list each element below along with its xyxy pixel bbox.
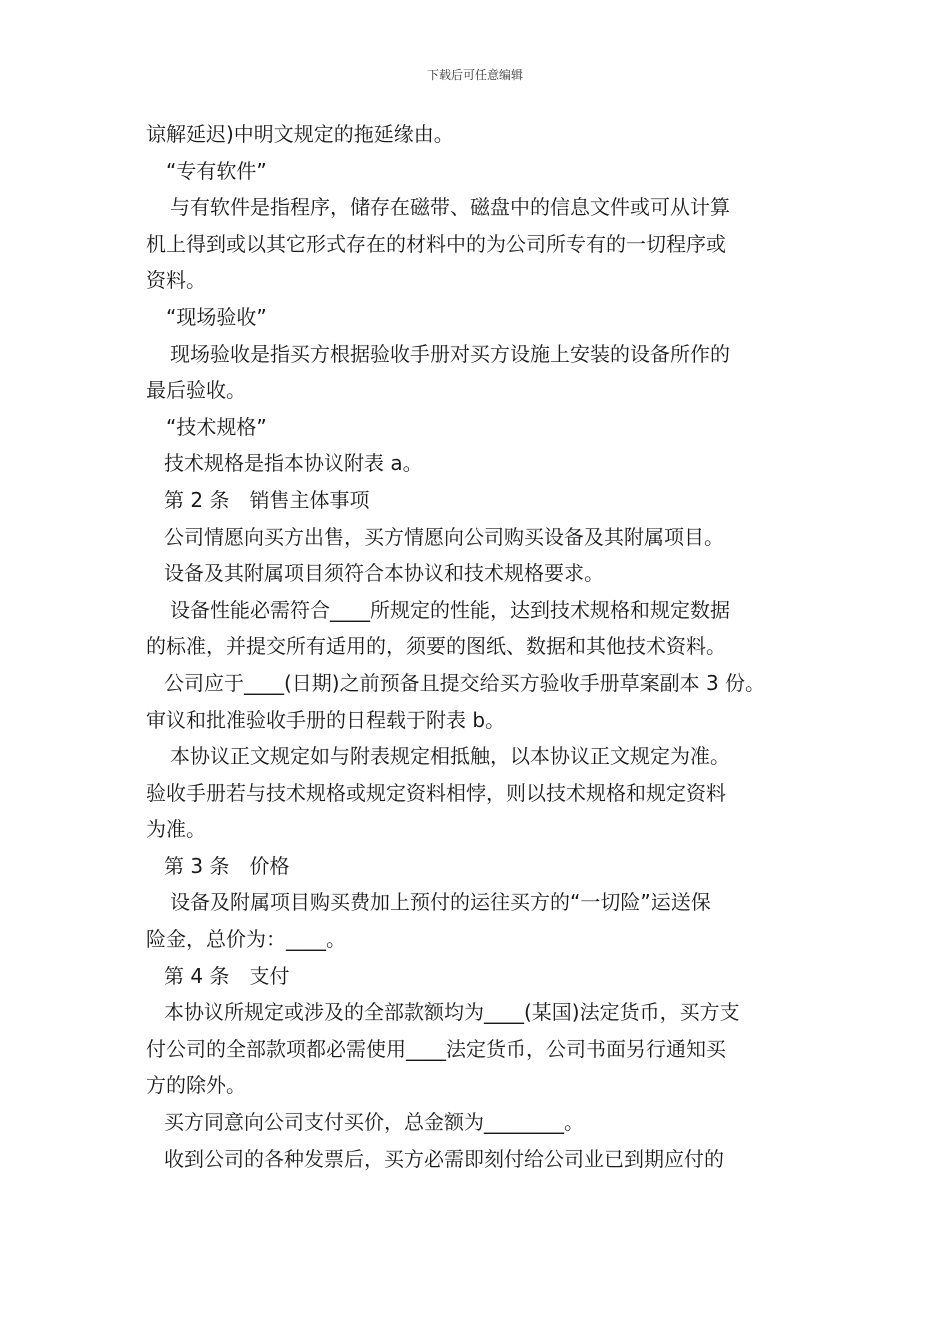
- paragraph-line: 买方同意向公司支付买价，总金额为________。: [164, 1110, 584, 1135]
- article-heading: 第 2 条 销售主体事项: [164, 487, 370, 512]
- paragraph-line: 为准。: [146, 817, 206, 842]
- paragraph-line: 公司情愿向买方出售，买方情愿向公司购买设备及其附属项目。: [164, 524, 724, 549]
- paragraph-line: 设备性能必需符合____所规定的性能，达到技术规格和规定数据: [170, 597, 730, 622]
- term-heading: “技术规格”: [166, 414, 267, 439]
- term-heading: “专有软件”: [166, 158, 267, 183]
- paragraph-line: 险金，总价为：____。: [146, 927, 346, 952]
- paragraph-line: 技术规格是指本协议附表 a。: [164, 451, 423, 476]
- paragraph-line: 的标准，并提交所有适用的，须要的图纸、数据和其他技术资料。: [146, 634, 726, 659]
- page-header: 下载后可任意编辑: [426, 68, 523, 82]
- paragraph-line: 方的除外。: [146, 1073, 246, 1098]
- term-heading: “现场验收”: [166, 304, 267, 329]
- paragraph-line: 本协议所规定或涉及的全部款额均为____(某国)法定货币，买方支: [164, 1000, 740, 1025]
- paragraph-line: 现场验收是指买方根据验收手册对买方设施上安装的设备所作的: [170, 341, 730, 366]
- document-body: [146, 116, 826, 1177]
- paragraph-line: 设备及其附属项目须符合本协议和技术规格要求。: [164, 561, 604, 586]
- paragraph-line: 设备及附属项目购买费加上预付的运往买方的“一切险”运送保: [170, 890, 711, 915]
- paragraph-line: 本协议正文规定如与附表规定相抵触，以本协议正文规定为准。: [170, 744, 730, 769]
- article-heading: 第 3 条 价格: [164, 853, 290, 878]
- article-heading: 第 4 条 支付: [164, 963, 290, 988]
- paragraph-line: 机上得到或以其它形式存在的材料中的为公司所专有的一切程序或: [146, 231, 726, 256]
- paragraph-line: 付公司的全部款项都必需使用____法定货币，公司书面另行通知买: [146, 1036, 726, 1061]
- paragraph-line: 审议和批准验收手册的日程载于附表 b。: [146, 707, 506, 732]
- paragraph-line: 收到公司的各种发票后，买方必需即刻付给公司业已到期应付的: [164, 1146, 724, 1171]
- paragraph-line: 资料。: [146, 268, 206, 293]
- paragraph-line: 公司应于____(日期)之前预备且提交给买方验收手册草案副本 3 份。: [164, 670, 766, 695]
- paragraph-line: 与有软件是指程序，储存在磁带、磁盘中的信息文件或可从计算: [170, 195, 730, 220]
- paragraph-line: 验收手册若与技术规格或规定资料相悖，则以技术规格和规定资料: [146, 780, 726, 805]
- paragraph-line: 最后验收。: [146, 378, 246, 403]
- paragraph-line: 谅解延迟)中明文规定的拖延缘由。: [146, 122, 454, 146]
